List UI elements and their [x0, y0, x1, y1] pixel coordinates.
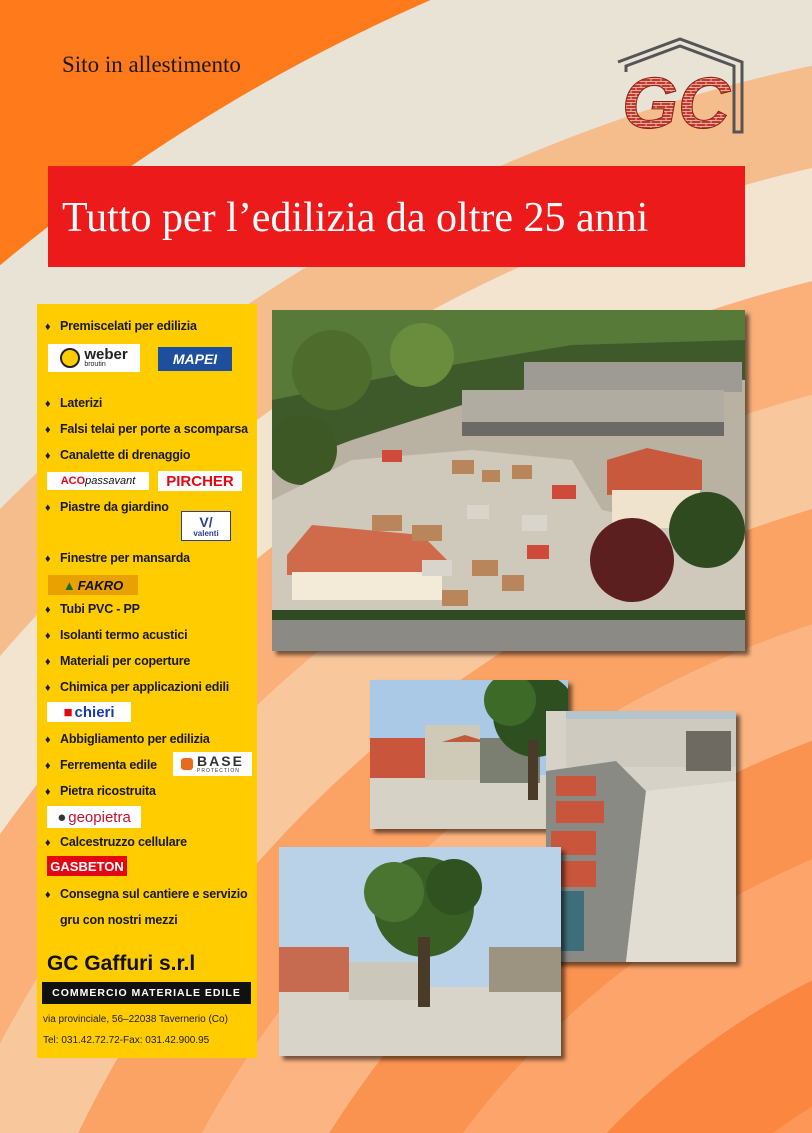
product-panel — [37, 304, 257, 1058]
base-logo: BASE PROTECTION — [173, 752, 252, 776]
bullet-icon: ♦ — [45, 837, 51, 849]
weber-logo: weber broutin — [48, 344, 140, 372]
bullet-icon: ♦ — [45, 502, 51, 514]
pircher-logo: PIRCHER — [158, 471, 242, 491]
list-item: ♦ Chimica per applicazioni edili — [45, 680, 230, 694]
fakro-icon: ▲ — [62, 577, 76, 593]
company-address: via provinciale, 56–22038 Tavernerio (Co) — [43, 1014, 228, 1025]
fakro-logo: ▲ FAKRO — [48, 575, 138, 595]
yard-tree-photo — [370, 680, 568, 829]
bullet-icon: ♦ — [45, 786, 51, 798]
aerial-yard-photo — [272, 310, 745, 651]
bullet-icon: ♦ — [45, 760, 51, 772]
company-tagline: COMMERCIO MATERIALE EDILE — [42, 982, 251, 1004]
logo-letters: GC — [622, 64, 730, 136]
bullet-icon: ♦ — [45, 889, 51, 901]
geopietra-icon: ● — [57, 808, 67, 826]
list-item: ♦ Canalette di drenaggio — [45, 448, 191, 462]
headline-banner — [48, 166, 745, 267]
chieri-logo: ■ chieri — [47, 702, 131, 722]
bullet-icon: ♦ — [45, 604, 51, 616]
company-phone: Tel: 031.42.72.72-Fax: 031.42.900.95 — [43, 1035, 210, 1046]
list-item: ♦ Ferrementa edile — [45, 758, 157, 772]
list-item: ♦ Finestre per mansarda — [45, 551, 190, 565]
list-item: ♦ Isolanti termo acustici — [45, 628, 188, 642]
bullet-icon: ♦ — [45, 682, 51, 694]
bullet-icon: ♦ — [45, 321, 51, 333]
list-item: ♦ Laterizi — [45, 396, 103, 410]
list-item: ♦ Premiscelati per edilizia — [45, 319, 197, 333]
bullet-icon: ♦ — [45, 450, 51, 462]
chieri-icon: ■ — [63, 703, 73, 721]
bullet-icon: ♦ — [45, 424, 51, 436]
list-item: ♦ Calcestruzzo cellulare — [45, 835, 187, 849]
valenti-icon: V/ — [199, 513, 213, 530]
company-name: GC Gaffuri s.r.l — [47, 952, 196, 975]
gasbeton-logo: GASBETON — [47, 856, 127, 876]
list-item: ♦ Abbigliamento per edilizia — [45, 732, 210, 746]
list-item: ♦ Piastre da giardino — [45, 500, 169, 514]
list-item: ♦ Tubi PVC - PP — [45, 602, 140, 616]
bullet-icon: ♦ — [45, 656, 51, 668]
bullet-icon: ♦ — [45, 734, 51, 746]
warehouse-photo — [546, 711, 736, 962]
bullet-icon: ♦ — [45, 553, 51, 565]
headline-text: Tutto per l’edilizia da oltre 25 anni — [62, 195, 649, 241]
valenti-logo: V/ valenti — [181, 511, 231, 541]
company-logo — [616, 36, 744, 136]
yard-bigtree-photo — [279, 847, 561, 1056]
bullet-icon: ♦ — [45, 630, 51, 642]
list-item-continued: gru con nostri mezzi — [60, 913, 178, 927]
base-icon — [181, 758, 193, 770]
list-item: ♦ Consegna sul cantiere e servizio — [45, 887, 248, 901]
bullet-icon: ♦ — [45, 398, 51, 410]
aco-passavant-logo: ACO passavant — [47, 472, 149, 490]
list-item: ♦ Pietra ricostruita — [45, 784, 156, 798]
list-item: ♦ Materiali per coperture — [45, 654, 191, 668]
page-subtitle: Sito in allestimento — [62, 52, 241, 77]
mapei-logo: MAPEI — [158, 347, 232, 371]
list-item: ♦ Falsi telai per porte a scomparsa — [45, 422, 248, 436]
weber-icon — [60, 348, 80, 368]
geopietra-logo: ● geopietra — [47, 806, 141, 828]
